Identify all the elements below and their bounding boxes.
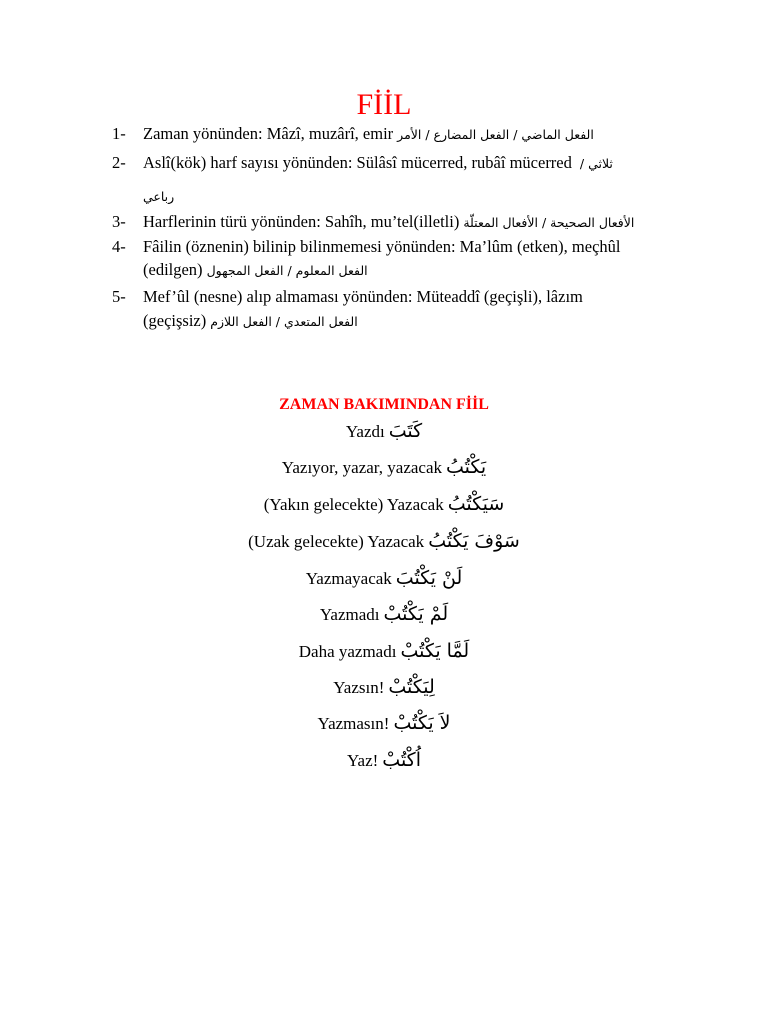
arabic-term: رباعي [143,189,175,204]
arabic-verb: سَيَكْتُبُ [447,493,505,515]
list-number: 5- [112,287,126,306]
section-heading: ZAMAN BAKIMINDAN FİİL [279,396,489,413]
conjugation-line [0,527,768,555]
list-item-text: Aslî(kök) harf sayısı yönünden: Sülâsî mücerred, rubâî mücerred [143,153,572,172]
list-item-text: (geçişsiz) [143,311,207,330]
turkish-meaning: Yazmadı [319,605,380,624]
turkish-meaning: Yazmasın! [317,714,390,733]
arabic-verb: يَكْتُبُ [446,456,487,478]
list-item-text: (edilgen) [143,260,203,279]
arabic-verb: كَتَبَ [388,420,423,442]
turkish-meaning: Yazsın! [333,678,385,697]
conjugation-line [0,564,768,592]
list-number: 1- [112,124,126,143]
page-title: FİİL [356,88,412,121]
conjugation-line [0,453,768,481]
turkish-meaning: (Yakın gelecekte) Yazacak [263,495,444,514]
turkish-meaning: Daha yazmadı [298,642,397,661]
list-item-2 [112,153,613,173]
list-number: 4- [112,237,126,256]
list-number: 3- [112,212,126,231]
conjugation-line [0,417,768,445]
turkish-meaning: Yazıyor, yazar, yazacak [281,458,443,477]
list-item-5-continuation [143,311,358,331]
arabic-term: الفعل المتعدي / الفعل اللازم [210,314,358,329]
list-item-text: Harflerinin türü yönünden: Sahîh, mu’tel(illetli) [143,212,460,231]
list-item-text: Fâilin (öznenin) bilinip bilinmemesi yönünden: Ma’lûm (etken), meçhûl [143,237,621,256]
arabic-verb: لاَ يَكْتُبْ [393,712,451,734]
list-item-3 [112,212,634,232]
turkish-meaning: Yazdı [345,422,385,441]
arabic-term: ثلاثي / [579,156,613,171]
arabic-verb: سَوْفَ يَكْتُبُ [428,530,520,552]
list-item-2-continuation [143,186,174,206]
turkish-meaning: Yaz! [346,751,379,770]
conjugation-line [0,637,768,665]
conjugation-line [0,673,768,701]
list-item-4-continuation [143,260,368,280]
list-item-4 [112,237,621,257]
conjugation-line [0,746,768,774]
list-item-text: Mef’ûl (nesne) alıp almaması yönünden: Müteaddî (geçişli), lâzım [143,287,583,306]
list-item-1 [112,124,594,144]
conjugation-line [0,709,768,737]
conjugation-line [0,490,768,518]
list-number: 2- [112,153,126,172]
arabic-term: الفعل الماضي / الفعل المضارع / الأمر [397,127,594,142]
conjugation-line [0,600,768,628]
list-item-text: Zaman yönünden: Mâzî, muzârî, emir [143,124,394,143]
arabic-verb: لَمَّا يَكْتُبْ [400,640,470,662]
arabic-verb: لَمْ يَكْتُبْ [383,603,449,625]
arabic-verb: اُكْتُبْ [382,749,422,771]
turkish-meaning: (Uzak gelecekte) Yazacak [248,532,425,551]
turkish-meaning: Yazmayacak [305,569,392,588]
arabic-verb: لَنْ يَكْتُبَ [395,567,463,589]
arabic-term: الأفعال الصحيحة / الأفعال المعتلّة [463,215,635,230]
arabic-term: الفعل المعلوم / الفعل المجهول [206,263,368,278]
list-item-5 [112,287,583,307]
arabic-verb: لِيَكْتُبْ [388,676,435,698]
